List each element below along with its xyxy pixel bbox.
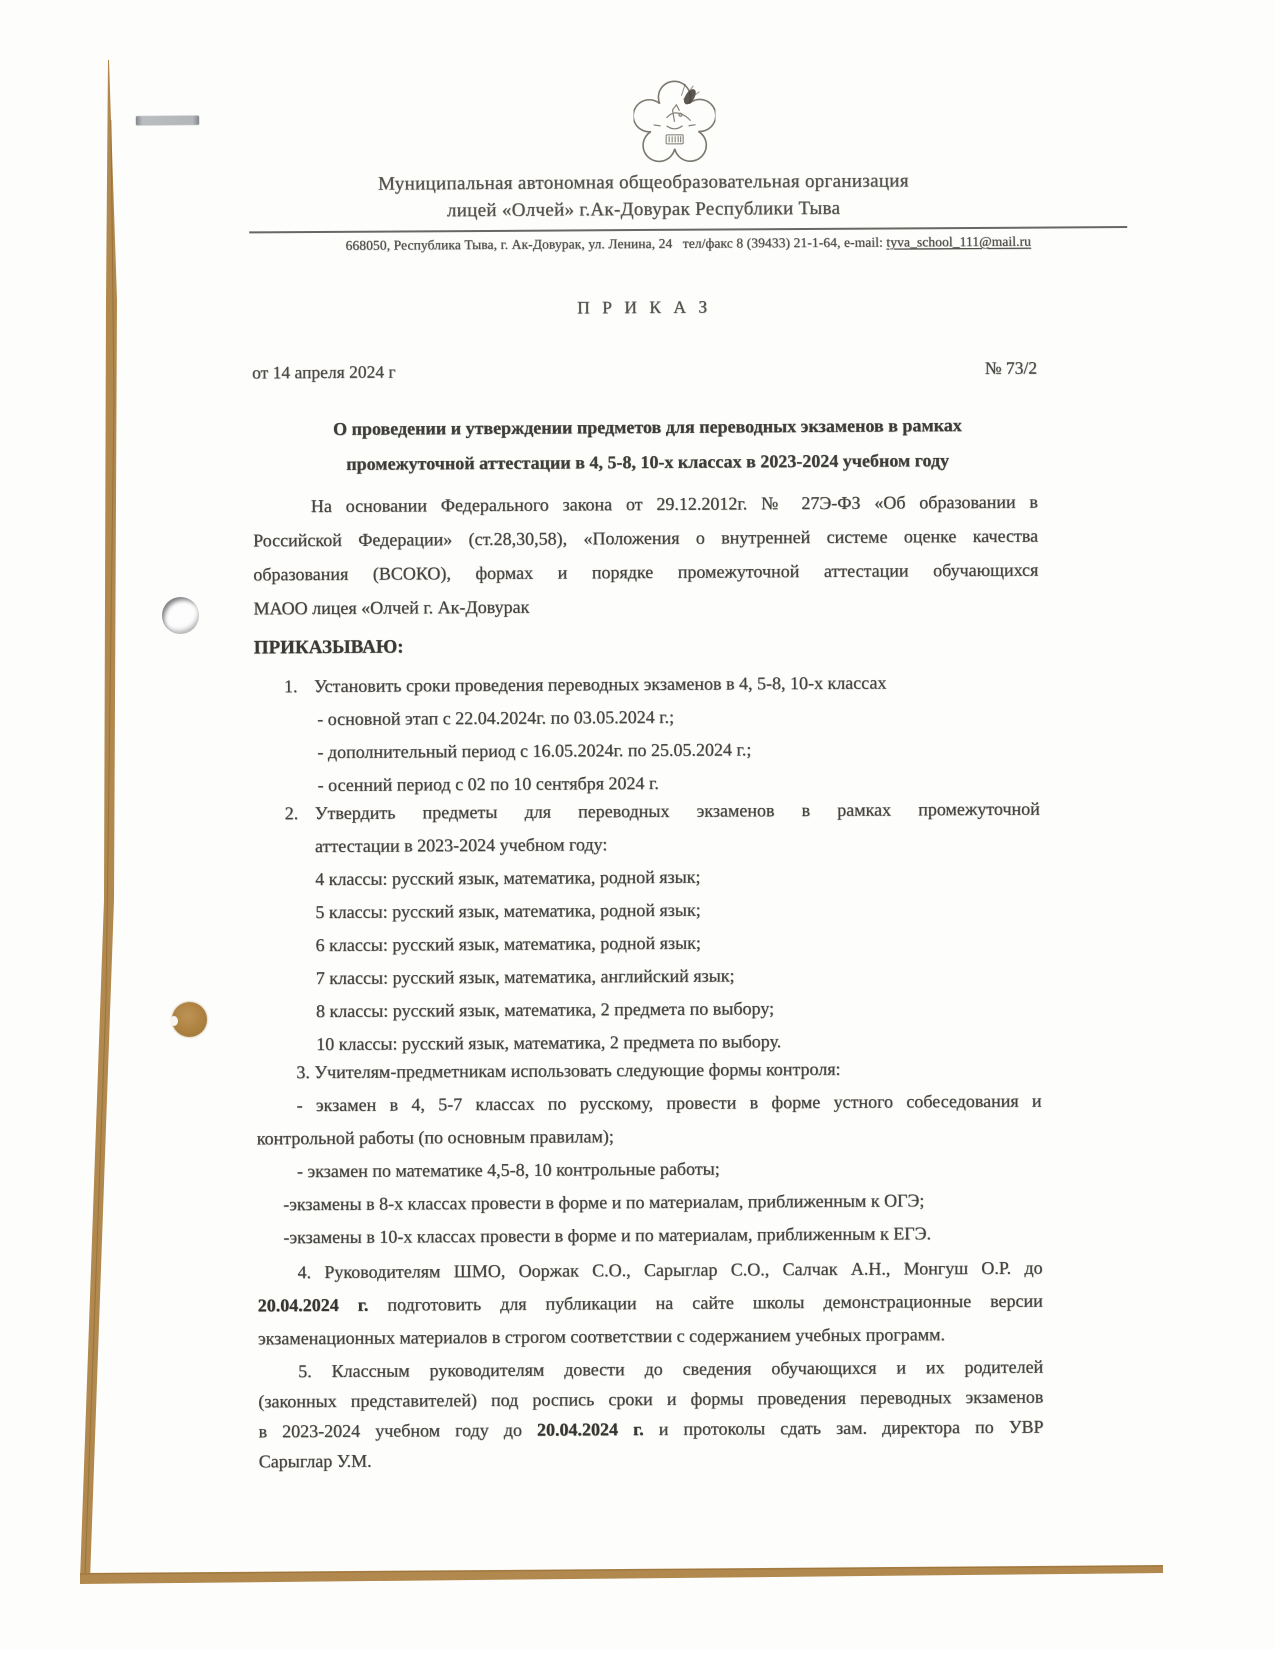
item3-line: -экзамены в 8-х классах провести в форме и по материалам, приближенным к ОГЭ;	[283, 1190, 925, 1215]
item1-sub-line: - осенний период с 02 по 10 сентября 2024 г.	[317, 772, 659, 796]
item5-line: (законных представителей) под роспись сроки и формы проведения переводных экзаменов	[258, 1386, 1044, 1412]
item5-line3-post: и протоколы сдать зам. директора по УВР	[643, 1416, 1044, 1440]
item3-line: - экзамен в 4, 5-7 классах по русскому, провести в форме устного собеседования и	[296, 1090, 1042, 1116]
left-page-edge	[80, 60, 117, 1580]
punch-hole-white	[162, 597, 199, 634]
org-email: tyva_school_111@mail.ru	[886, 233, 1032, 250]
resolve-word: ПРИКАЗЫВАЮ:	[253, 636, 404, 659]
item3-line: -экзамены в 10-х классах провести в форме и по материалам, приближенным к ЕГЭ.	[283, 1223, 932, 1248]
item4-deadline-date: 20.04.2024 г.	[257, 1294, 369, 1316]
item1-sub-line: - дополнительный период с 16.05.2024г. по 25.05.2024 г.;	[317, 739, 752, 763]
item2-number: 2.	[284, 803, 299, 824]
item4-line2-rest: подготовить для публикации на сайте школы демонстрационные версии	[368, 1290, 1043, 1315]
order-number: № 73/2	[984, 357, 1038, 378]
order-title-line2: промежуточной аттестации в 4, 5-8, 10-х классах в 2023-2024 учебном году	[346, 450, 950, 474]
item5-line: Сарыглар У.М.	[258, 1450, 372, 1472]
address-text: 668050, Республика Тыва, г. Ак-Довурак, ул. Ленина, 24 тел/факс 8 (39433) 21-1-64, e-mail:	[345, 234, 887, 253]
item2-class-line: 8 классы: русский язык, математика, 2 предмета по выбору;	[315, 998, 775, 1022]
item1-text: Установить сроки проведения переводных экзаменов в 4, 5-8, 10-х классах	[313, 672, 887, 697]
item5-line: 5. Классным руководителям довести до сведения обучающихся и их родителей	[298, 1356, 1044, 1382]
preamble-line: На основании Федерального закона от 29.12.2012г. № 27Э-ФЗ «Об образовании в	[310, 491, 1038, 517]
item4-line: 4. Руководителям ШМО, Ооржак С.О., Сарыглар С.О., Салчак А.Н., Монгуш О.Р. до	[297, 1257, 1043, 1283]
preamble-line: образования (ВСОКО), формах и порядке промежуточной аттестации обучающихся	[253, 559, 1039, 585]
punch-hole-brown	[172, 1002, 207, 1037]
item2-wrap-line: аттестации в 2023-2024 учебном году:	[314, 834, 608, 857]
item2-class-line: 6 классы: русский язык, математика, родной язык;	[315, 932, 701, 956]
item1-sub-line: - основной этап с 22.04.2024г. по 03.05.2024 г.;	[317, 706, 675, 730]
staple-mark	[136, 116, 199, 125]
item2-class-line: 5 классы: русский язык, математика, родной язык;	[315, 899, 701, 923]
item2-class-line: 4 классы: русский язык, математика, родной язык;	[315, 866, 701, 890]
bottom-page-edge	[80, 1565, 1163, 1584]
preamble-line: МАОО лицея «Олчей г. Ак-Довурак	[253, 596, 530, 619]
item5-line3-pre: в 2023-2024 учебном году до	[258, 1419, 538, 1442]
item3-line: контрольной работы (по основным правилам);	[256, 1126, 614, 1149]
item2-class-line: 7 классы: русский язык, математика, английский язык;	[315, 965, 735, 989]
item3-line: 3. Учителям-предметникам использовать следующие формы контроля:	[296, 1058, 841, 1083]
order-date: от 14 апреля 2024 г	[252, 361, 396, 383]
org-name-line2: лицей «Олчей» г.Ак-Довурак Республики Тыва	[446, 197, 841, 222]
item2-class-line: 10 классы: русский язык, математика, 2 предмета по выбору.	[316, 1031, 782, 1055]
item5-deadline-date: 20.04.2024 г.	[536, 1419, 644, 1440]
item1-number: 1.	[283, 676, 298, 697]
order-title-line1: О проведении и утверждении предметов для переводных экзаменов в рамках	[333, 415, 962, 439]
preamble-line: Российской Федерации» (ст.28,30,58), «Положения о внутренней системе оценке качества	[253, 525, 1039, 551]
doc-type-heading: П Р И К А З	[577, 296, 712, 318]
punch-hole-notch	[170, 1016, 178, 1026]
item3-line: - экзамен по математике 4,5-8, 10 контрольные работы;	[296, 1158, 720, 1182]
item4-line: экзаменационных материалов в строгом соответствии с содержанием учебных программ.	[257, 1324, 946, 1349]
org-name-line1: Муниципальная автономная общеобразовательная организация	[377, 170, 909, 195]
item2-text: Утвердить предметы для переводных экзаменов в рамках промежуточной	[314, 798, 1040, 824]
